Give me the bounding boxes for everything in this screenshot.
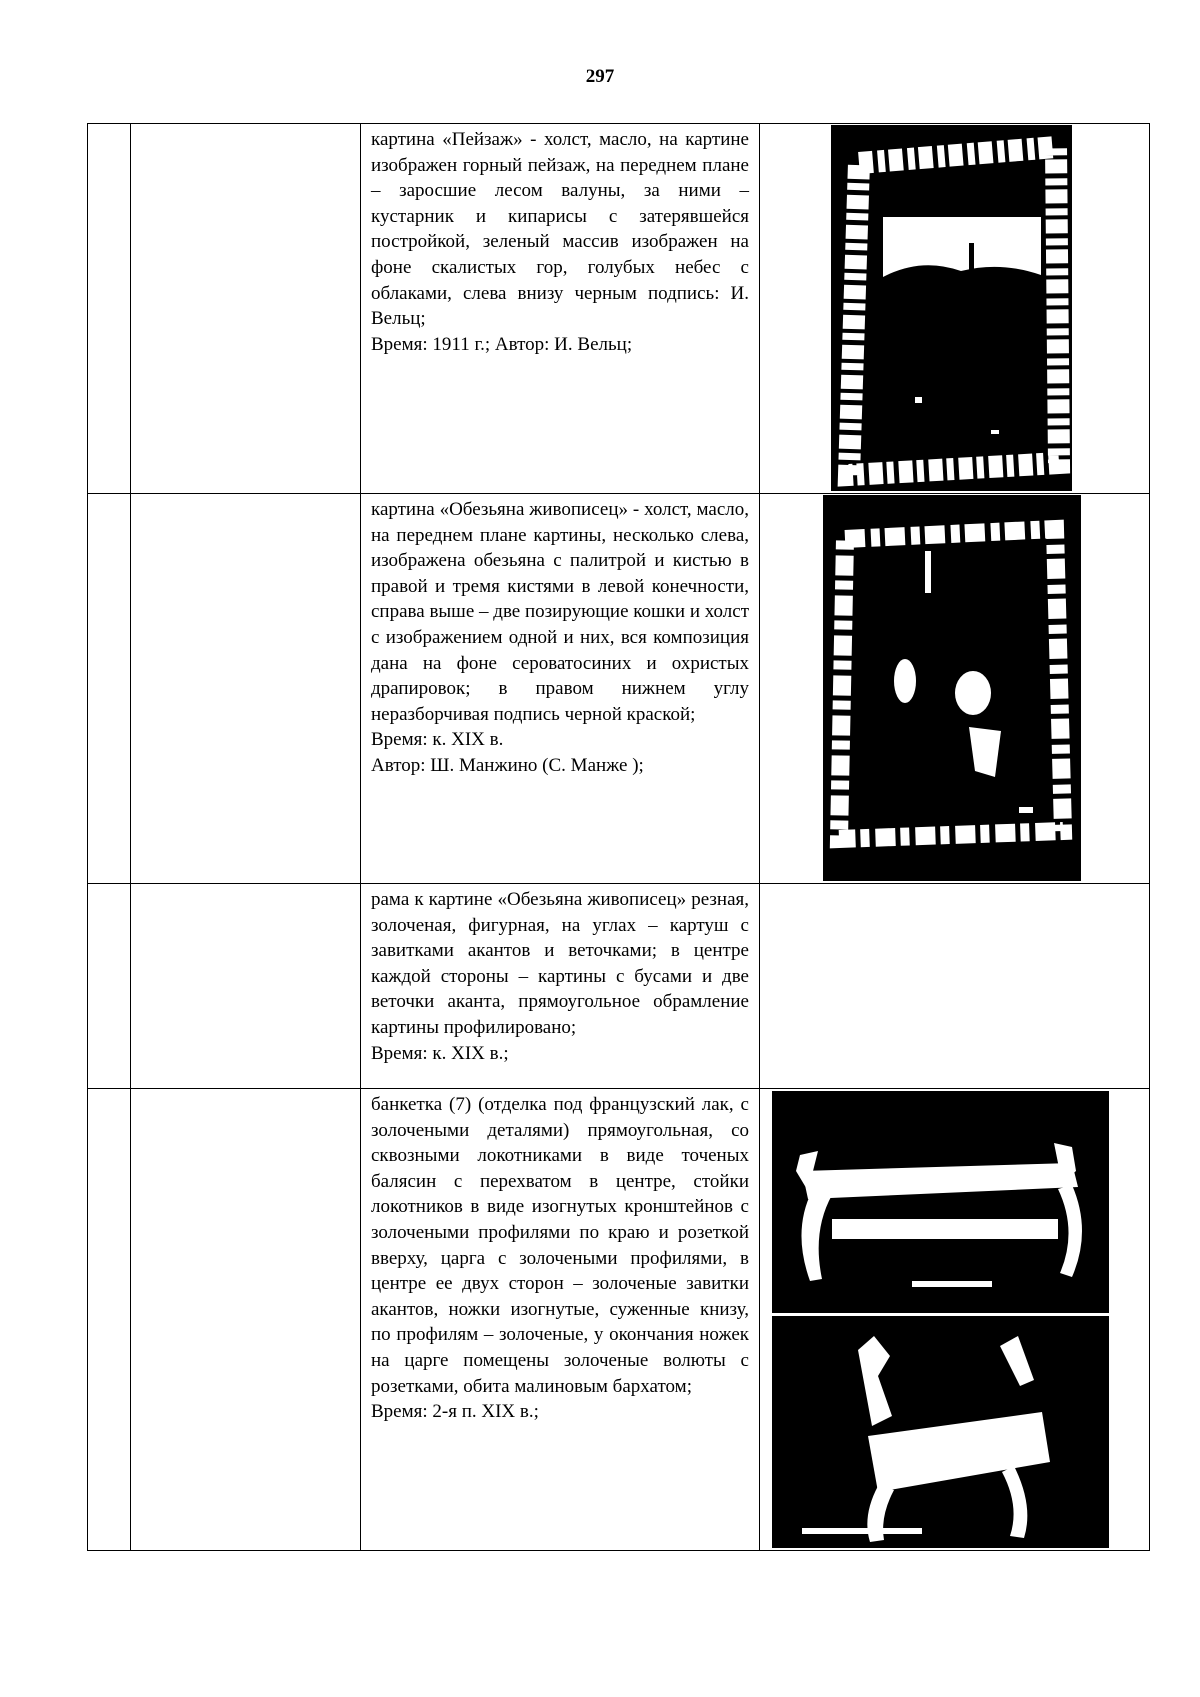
item-time-author: Время: 1911 г.; Автор: И. Вельц; — [371, 333, 633, 355]
item-description: картина «Обезьяна живописец» - холст, масло, на переднем плане картины, несколько слева, изображена обезьяна с палитрой и кистью в правой и тремя кистями в левой конечности, справа выше – две позирующие кошки и холст с изображением одной и них, вся композиция дана на фоне сероватосиних и охристых драпировок; в правом нижнем углу неразборчивая подпись черной краской; — [371, 499, 749, 725]
name-cell — [131, 494, 361, 884]
name-cell — [131, 124, 361, 494]
monkey-painter-painting-photo — [823, 495, 1081, 881]
description-cell — [361, 884, 760, 1089]
item-description: рама к картине «Обезьяна живописец» резная, золоченая, фигурная, на углах – картуш с завитками акантов и веточками; в центре каждой стороны – картины с бусами и две веточки аканта, прямоугольное обрамление картины профилировано; — [371, 889, 749, 1038]
bench-front-photo — [772, 1091, 1109, 1313]
table-row — [88, 124, 1150, 494]
item-time: Время: к. XIX в.; — [371, 1042, 509, 1064]
table-row — [88, 884, 1150, 1089]
inventory-table — [87, 123, 1150, 1551]
table-row — [88, 1089, 1150, 1551]
index-cell — [88, 884, 131, 1089]
item-time: Время: 2-я п. XIX в.; — [371, 1401, 539, 1423]
table-row — [88, 494, 1150, 884]
item-time: Время: к. XIX в. — [371, 729, 504, 751]
name-cell — [131, 884, 361, 1089]
item-description: картина «Пейзаж» - холст, масло, на картине изображен горный пейзаж, на переднем плане – заросшие лесом валуны, за ними – кустарник и кипарисы с затерявшейся постройкой, зеленый массив изображен на фоне скалистых гор, голубых небес с облаками, слева внизу черным подпись: И. Вельц; — [371, 129, 749, 330]
item-description: банкетка (7) (отделка под французский лак, с золочеными деталями) прямоугольная, со сквозными локотниками в виде точеных балясин с перехватом в центре, стойки локотников в виде изогнутых кронштейнов с золочеными профилями по краю и розеткой вверху, царга с золочеными профилями, в центре ее двух сторон – золоченые завитки акантов, ножки изогнутые, суженные книзу, по профилям – золоченые, у окончания ножек на царге помещены золоченые волюты с розетками, обита малиновым бархатом; — [371, 1094, 749, 1397]
photo-cell — [760, 884, 1150, 1089]
description-cell — [361, 1089, 760, 1551]
bench-side-photo — [772, 1316, 1109, 1548]
name-cell — [131, 1089, 361, 1551]
index-cell — [88, 1089, 131, 1551]
index-cell — [88, 494, 131, 884]
photo-cell — [760, 1089, 1150, 1551]
description-cell — [361, 124, 760, 494]
index-cell — [88, 124, 131, 494]
description-cell — [361, 494, 760, 884]
landscape-painting-photo — [831, 125, 1072, 491]
photo-cell — [760, 494, 1150, 884]
item-author: Автор: Ш. Манжино (С. Манже ); — [371, 754, 644, 776]
page-number: 297 — [585, 66, 615, 87]
photo-cell — [760, 124, 1150, 494]
